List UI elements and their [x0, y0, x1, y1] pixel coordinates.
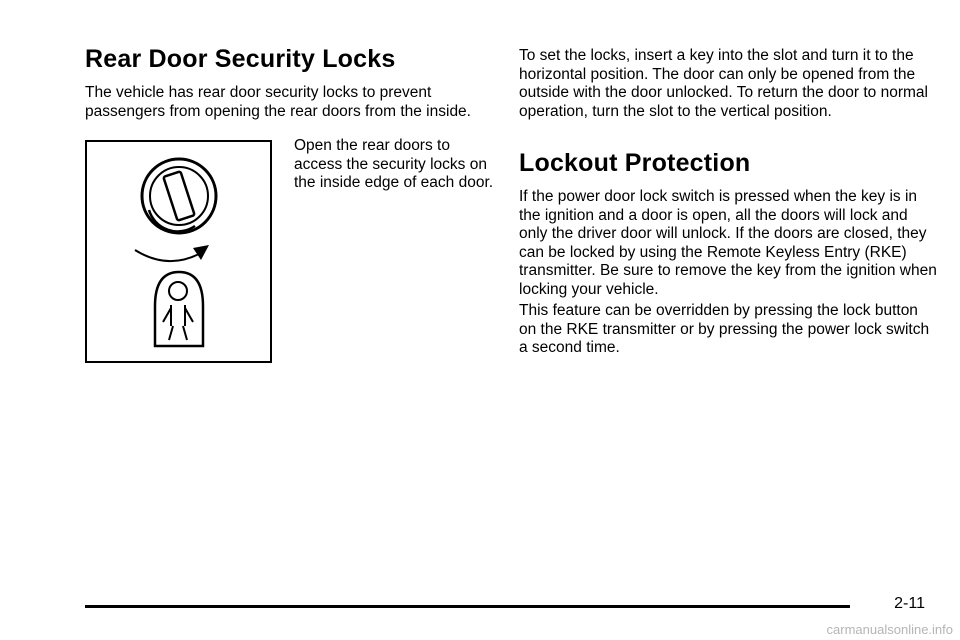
section-heading-rear-door-security-locks: Rear Door Security Locks [85, 45, 396, 73]
paragraph-rear-door-intro: The vehicle has rear door security locks to prevent passengers from opening the rear doors from the inside. [85, 84, 471, 120]
paragraph-lockout-1: If the power door lock switch is pressed when the key is in the ignition and a door is open, all the doors will lock and only the driver door will unlock. If the doors are closed, they can be locked by using the Remote Keyless Entry (RKE) transmitter. Be sure to remove the key from the ignition when locking your vehicle. [519, 188, 937, 298]
rotate-arrow-icon [135, 245, 209, 261]
watermark: carmanualsonline.info [826, 622, 953, 637]
page-number: 2-11 [894, 595, 925, 612]
paragraph-set-locks: To set the locks, insert a key into the slot and turn it to the horizontal position. The door can only be opened from the outside with the door unlocked. To return the door to normal operation, turn the slot to the vertical position. [519, 47, 928, 120]
lock-slot-icon [142, 159, 216, 233]
security-lock-illustration [85, 140, 272, 363]
section-heading-lockout-protection: Lockout Protection [519, 149, 751, 177]
paragraph-lockout-2: This feature can be overridden by pressing the lock button on the RKE transmitter or by pressing the power lock switch a second time. [519, 302, 930, 357]
paragraph-rear-door-caption: Open the rear doors to access the security locks on the inside edge of each door. [294, 137, 494, 192]
footer-rule [85, 605, 850, 608]
child-lock-icon [155, 272, 203, 346]
